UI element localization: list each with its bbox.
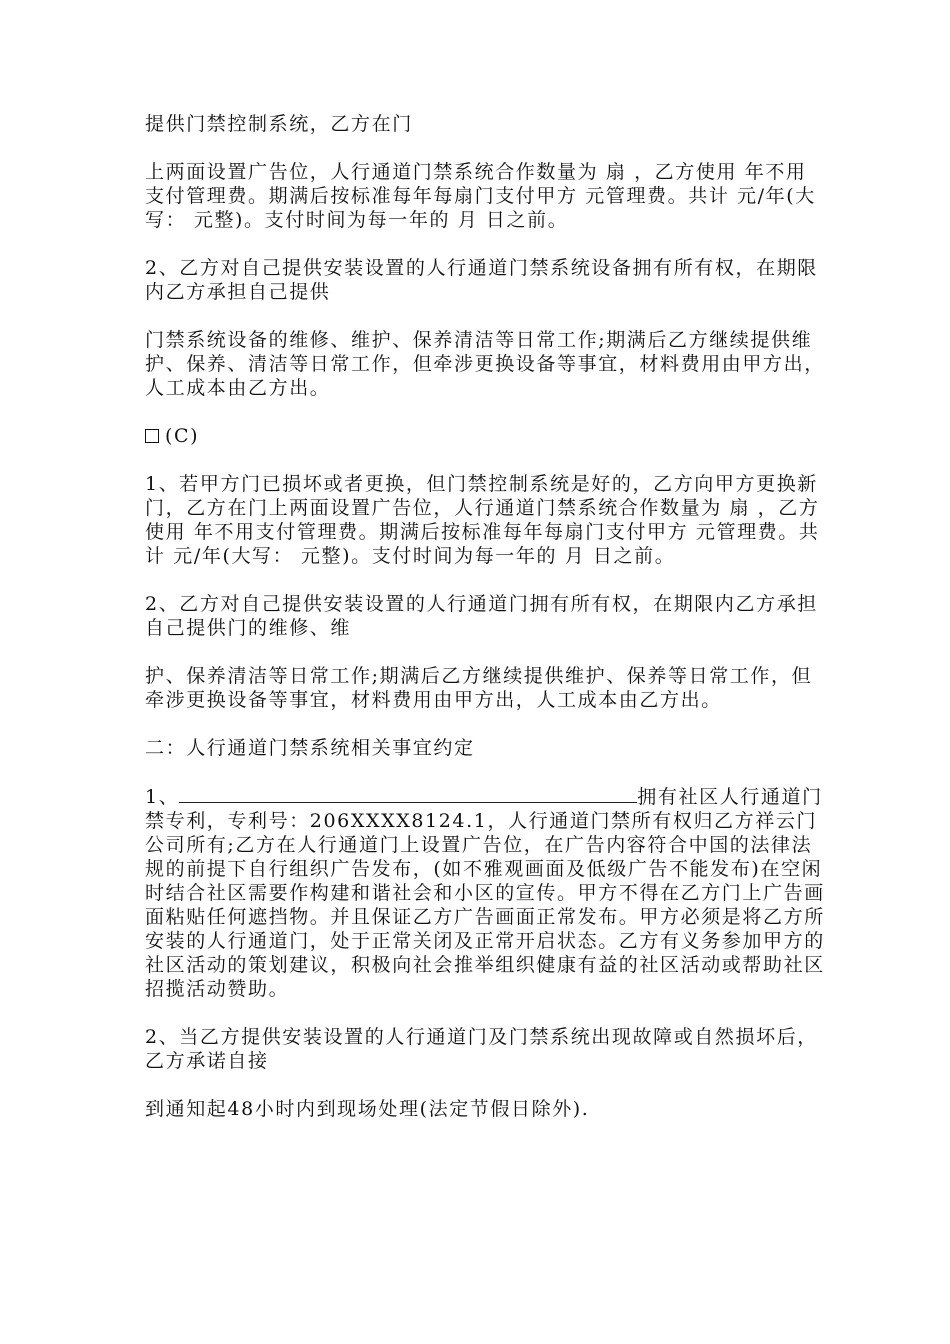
section-heading: 二：人行通道门禁系统相关事宜约定	[145, 737, 475, 759]
paragraph-8-prefix: 1、	[145, 786, 180, 808]
option-c-label: (C)	[165, 425, 200, 447]
paragraph-7: 护、保养清洁等日常工作;期满后乙方继续提供维护、保养等日常工作，但牵涉更换设备等事宜，材料费用由甲方出，人工成本由乙方出。	[145, 665, 813, 711]
paragraph-8-text: 拥有社区人行通道门禁专利，专利号：206XXXX8124.1，人行通道门禁所有权归乙方祥云门公司所有;乙方在人行通道门上设置广告位，在广告内容符合中国的法律法规的前提下自行组织广告发布，(如不雅观画面及低级广告不能发布)在空闲时结合社区需要作构建和谐社会和小区的宣传。甲方不得在乙方门上广告画面粘贴任何遮挡物。并且保证乙方广告画面正常发布。甲方必须是将乙方所安装的人行通道门，处于正常关闭及正常开启状态。乙方有义务参加甲方的社区活动的策划建议，积极向社会推举组织健康有益的社区活动或帮助社区招揽活动赞助。	[145, 786, 825, 1000]
paragraph-4: 门禁系统设备的维修、维护、保养清洁等日常工作;期满后乙方继续提供维护、保养、清洁等日常工作，但牵涉更换设备等事宜，材料费用由甲方出，人工成本由乙方出。	[145, 329, 825, 399]
option-c-line	[145, 424, 825, 448]
paragraph-2: 上两面设置广告位，人行通道门禁系统合作数量为 扇 ，乙方使用 年不用支付管理费。期满后按标准每年每扇门支付甲方 元管理费。共计 元/年(大写： 元整)。支付时间为每一年的 月 日之前。	[145, 161, 816, 231]
paragraph-3: 2、乙方对自己提供安装设置的人行通道门禁系统设备拥有所有权，在期限内乙方承担自己提供	[145, 257, 818, 303]
paragraph-9: 2、当乙方提供安装设置的人行通道门及门禁系统出现故障或自然损坏后，乙方承诺自接	[145, 1026, 818, 1072]
checkbox-icon[interactable]	[145, 429, 159, 443]
document-body	[145, 112, 825, 1145]
paragraph-8	[145, 784, 825, 1001]
paragraph-1: 提供门禁控制系统，乙方在门	[145, 113, 413, 135]
paragraph-10: 到通知起48小时内到现场处理(法定节假日除外).	[145, 1098, 590, 1120]
paragraph-5: 1、若甲方门已损坏或者更换，但门禁控制系统是好的，乙方向甲方更换新门，乙方在门上两面设置广告位，人行通道门禁系统合作数量为 扇 ，乙方使用 年不用支付管理费。期满后按标准每年每扇门支付甲方 元管理费。共计 元/年(大写： 元整)。支付时间为每一年的 月 日之前。	[145, 473, 820, 567]
paragraph-6: 2、乙方对自己提供安装设置的人行通道门拥有所有权，在期限内乙方承担自己提供门的维修、维	[145, 593, 818, 639]
fill-in-blank-line	[179, 784, 637, 803]
